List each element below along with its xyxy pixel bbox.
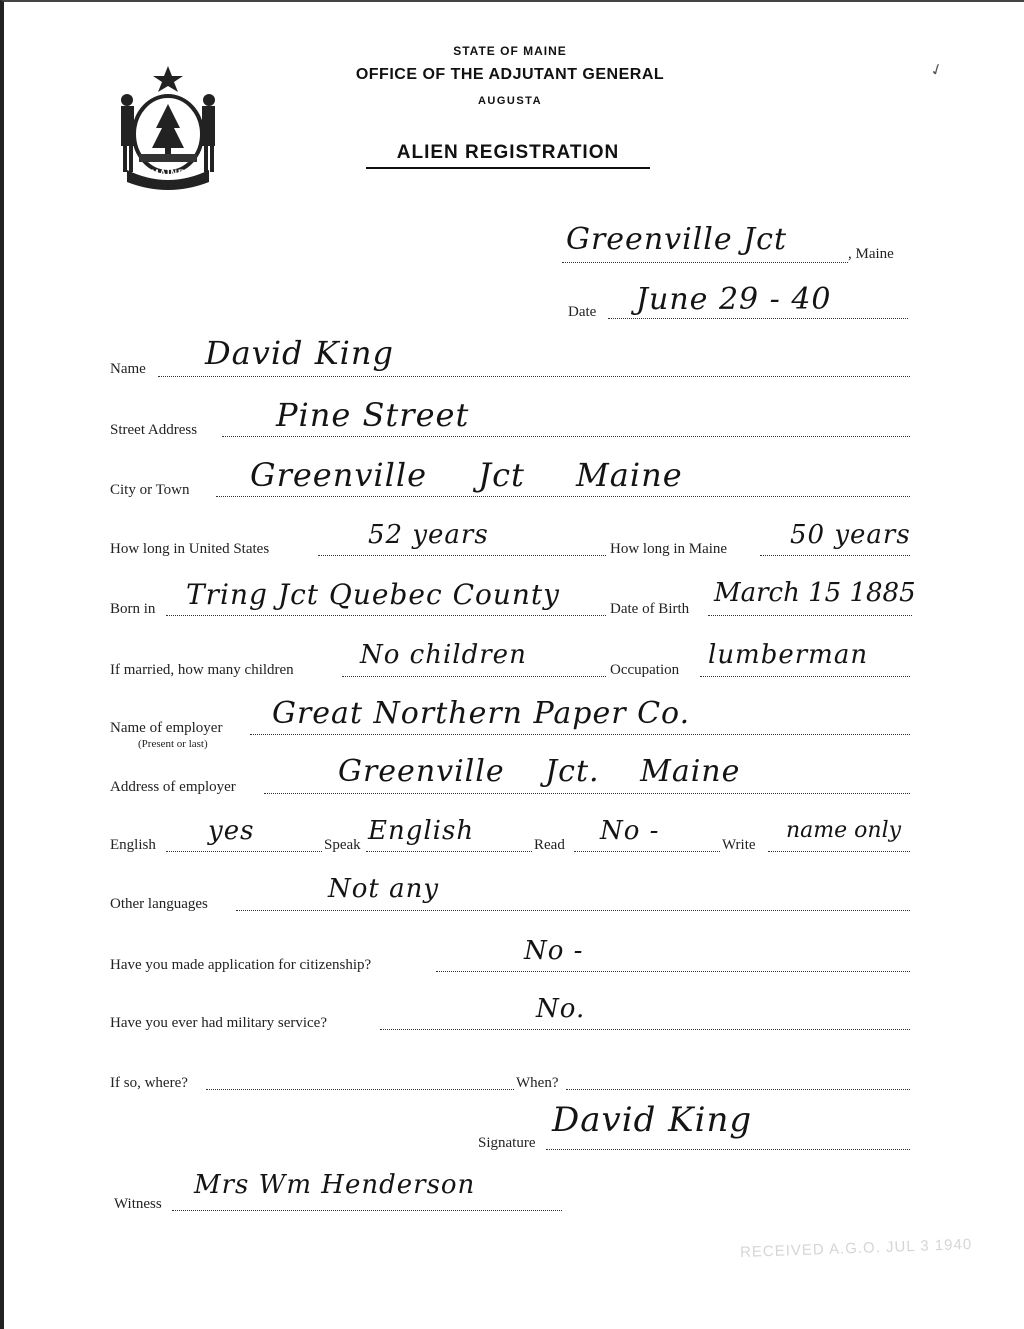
when-line bbox=[566, 1089, 910, 1090]
occupation-value: lumberman bbox=[708, 640, 869, 670]
where-line bbox=[206, 1089, 514, 1090]
employer-address-label: Address of employer bbox=[110, 779, 236, 795]
employer-sublabel: (Present or last) bbox=[138, 738, 208, 750]
seal-banner-text: MAINE bbox=[151, 168, 185, 178]
when-label: When? bbox=[516, 1075, 559, 1091]
citizenship-label: Have you made application for citizenship? bbox=[110, 957, 372, 973]
how-long-us-label: How long in United States bbox=[110, 541, 270, 557]
check-mark-icon: ✓ bbox=[927, 58, 947, 81]
write-value: name only bbox=[786, 818, 902, 843]
other-languages-line bbox=[236, 910, 910, 911]
citizenship-value: No - bbox=[524, 936, 584, 966]
read-line bbox=[574, 851, 720, 852]
employer-value: Great Northern Paper Co. bbox=[272, 696, 691, 731]
other-languages-label: Other languages bbox=[110, 896, 208, 912]
witness-label: Witness bbox=[114, 1196, 162, 1212]
citizenship-line bbox=[436, 971, 910, 972]
signature-label: Signature bbox=[478, 1135, 536, 1151]
military-line bbox=[380, 1029, 910, 1030]
date-of-birth-value: March 15 1885 bbox=[714, 578, 916, 608]
how-long-us-line bbox=[318, 555, 606, 556]
occupation-line bbox=[700, 676, 910, 677]
date-of-birth-label: Date of Birth bbox=[610, 601, 690, 617]
employer-address-value: Greenville Jct. Maine bbox=[338, 754, 741, 789]
street-value: Pine Street bbox=[276, 396, 470, 434]
witness-value: Mrs Wm Henderson bbox=[194, 1170, 476, 1200]
children-line bbox=[342, 676, 606, 677]
date-label: Date bbox=[568, 304, 597, 320]
form-title: ALIEN REGISTRATION bbox=[366, 142, 650, 169]
date-value: June 29 - 40 bbox=[636, 282, 832, 317]
employer-address-line bbox=[264, 793, 910, 794]
how-long-maine-label: How long in Maine bbox=[610, 541, 728, 557]
street-line bbox=[222, 436, 910, 437]
occupation-label: Occupation bbox=[610, 662, 680, 678]
where-label: If so, where? bbox=[110, 1075, 188, 1091]
name-line bbox=[158, 376, 910, 377]
employer-label: Name of employer bbox=[110, 720, 223, 736]
employer-line bbox=[250, 734, 910, 735]
english-value: yes bbox=[208, 816, 255, 846]
military-label: Have you ever had military service? bbox=[110, 1015, 327, 1031]
english-line bbox=[166, 851, 322, 852]
signature-value: David King bbox=[552, 1100, 753, 1140]
witness-line bbox=[172, 1210, 562, 1211]
header-state: STATE OF MAINE bbox=[453, 44, 567, 58]
city-line bbox=[216, 496, 910, 497]
read-value: No - bbox=[600, 816, 660, 846]
born-in-line bbox=[166, 615, 606, 616]
read-label: Read bbox=[534, 837, 565, 853]
english-label: English bbox=[110, 837, 156, 853]
place-value: Greenville Jct bbox=[566, 222, 788, 257]
write-line bbox=[768, 851, 910, 852]
born-in-label: Born in bbox=[110, 601, 156, 617]
street-label: Street Address bbox=[110, 422, 198, 438]
signature-line bbox=[546, 1149, 910, 1150]
city-label: City or Town bbox=[110, 482, 190, 498]
speak-line bbox=[366, 851, 532, 852]
name-label: Name bbox=[110, 361, 146, 377]
write-label: Write bbox=[722, 837, 756, 853]
place-line bbox=[562, 262, 848, 263]
name-value: David King bbox=[205, 334, 394, 372]
military-value: No. bbox=[536, 994, 586, 1024]
how-long-us-value: 52 years bbox=[368, 520, 489, 550]
place-suffix: , Maine bbox=[848, 246, 894, 262]
how-long-maine-line bbox=[760, 555, 910, 556]
received-stamp: RECEIVED A.G.O. JUL 3 1940 bbox=[739, 1235, 973, 1262]
header-office: OFFICE OF THE ADJUTANT GENERAL bbox=[355, 66, 665, 83]
born-in-value: Tring Jct Quebec County bbox=[186, 578, 560, 611]
children-value: No children bbox=[360, 640, 527, 670]
city-value: Greenville Jct Maine bbox=[250, 456, 683, 494]
other-languages-value: Not any bbox=[328, 874, 440, 904]
header-city: AUGUSTA bbox=[477, 95, 543, 107]
date-line bbox=[608, 318, 908, 319]
children-label: If married, how many children bbox=[110, 662, 294, 678]
speak-value: English bbox=[368, 816, 475, 846]
how-long-maine-value: 50 years bbox=[790, 520, 911, 550]
date-of-birth-line bbox=[708, 615, 912, 616]
speak-label: Speak bbox=[324, 837, 361, 853]
